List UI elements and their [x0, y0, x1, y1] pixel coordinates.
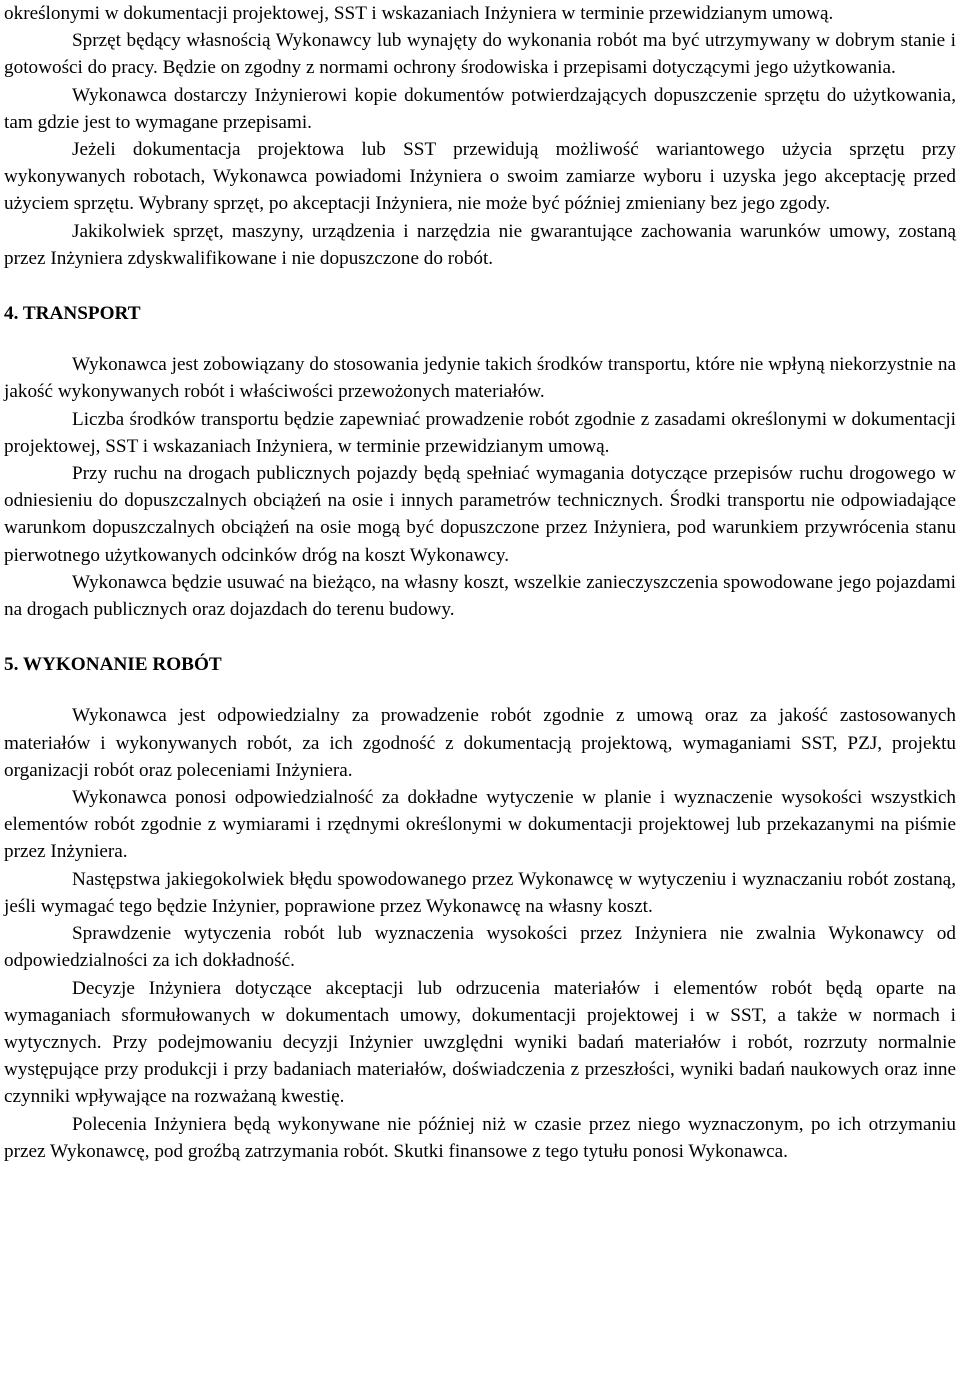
- paragraph: Wykonawca jest odpowiedzialny za prowadzenie robót zgodnie z umową oraz za jakość zastosowanych materiałów i wykonywanych robót, za ich zgodność z dokumentacją projektową, wymaganiami SST, PZJ, projektu organizacji robót oraz poleceniami Inżyniera.: [4, 705, 956, 781]
- equipment-section-continuation: [4, 0, 956, 272]
- paragraph: Wykonawca dostarczy Inżynierowi kopie dokumentów potwierdzających dopuszczenie sprzętu do użytkowania, tam gdzie jest to wymagane przepisami.: [4, 84, 956, 133]
- paragraph: Wykonawca jest zobowiązany do stosowania jedynie takich środków transportu, które nie wpłyną niekorzystnie na jakość wykonywanych robót i właściwości przewożonych materiałów.: [4, 354, 956, 403]
- document-page: [4, 0, 956, 1165]
- paragraph: Wykonawca będzie usuwać na bieżąco, na własny koszt, wszelkie zanieczyszczenia spowodowane jego pojazdami na drogach publicznych oraz dojazdach do terenu budowy.: [4, 571, 956, 621]
- transport-section: [4, 351, 956, 623]
- section-heading-execution: 5. WYKONANIE ROBÓT: [4, 654, 222, 676]
- paragraph: Następstwa jakiegokolwiek błędu spowodowanego przez Wykonawcę w wytyczeniu i wyznaczaniu robót zostaną, jeśli wymagać tego będzie Inżynier, poprawione przez Wykonawcę na własny koszt.: [4, 868, 956, 917]
- paragraph: Jakikolwiek sprzęt, maszyny, urządzenia i narzędzia nie gwarantujące zachowania warunków umowy, zostaną przez Inżyniera zdyskwalifikowane i nie dopuszczone do robót.: [4, 220, 956, 269]
- execution-section: [4, 702, 956, 1164]
- paragraph: Jeżeli dokumentacja projektowa lub SST przewidują możliwość wariantowego użycia sprzętu przy wykonywanych robotach, Wykonawca powiadomi Inżyniera o swoim zamiarze wyboru i uzyska jego akceptację przed użyciem sprzętu. Wybrany sprzęt, po akceptacji Inżyniera, nie może być później zmieniany bez jego zgody.: [4, 139, 956, 215]
- paragraph: Liczba środków transportu będzie zapewniać prowadzenie robót zgodnie z zasadami określonymi w dokumentacji projektowej, SST i wskazaniach Inżyniera, w terminie przewidzianym umową.: [4, 408, 956, 457]
- paragraph: Decyzje Inżyniera dotyczące akceptacji lub odrzucenia materiałów i elementów robót będą oparte na wymaganiach sformułowanych w dokumentach umowy, dokumentacji projektowej i w SST, a także w normach i wytycznych. Przy podejmowaniu decyzji Inżynier uwzględni wyniki badań materiałów i robót, rozrzuty normalnie występujące przy produkcji i przy badaniach materiałów, doświadczenia z przeszłości, wyniki badań naukowych oraz inne czynniki wpływające na rozważaną kwestię.: [4, 977, 956, 1108]
- paragraph: Przy ruchu na drogach publicznych pojazdy będą spełniać wymagania dotyczące przepisów ruchu drogowego w odniesieniu do dopuszczalnych obciążeń na osie i innych parametrów technicznych. Środki transportu nie odpowiadające warunkom dopuszczalnych obciążeń na osie mogą być dopuszczone przez Inżyniera, pod warunkiem przywrócenia stanu pierwotnego użytkowanych odcinków dróg na koszt Wykonawcy.: [4, 463, 956, 566]
- section-heading-transport: 4. TRANSPORT: [4, 303, 141, 325]
- paragraph: Sprzęt będący własnością Wykonawcy lub wynajęty do wykonania robót ma być utrzymywany w dobrym stanie i gotowości do pracy. Będzie on zgodny z normami ochrony środowiska i przepisami dotyczącymi jego użytkowania.: [4, 30, 956, 79]
- paragraph: Wykonawca ponosi odpowiedzialność za dokładne wytyczenie w planie i wyznaczenie wysokości wszystkich elementów robót zgodnie z wymiarami i rzędnymi określonymi w dokumentacji projektowej lub przekazanymi na piśmie przez Inżyniera.: [4, 787, 956, 863]
- paragraph-continuation: określonymi w dokumentacji projektowej, SST i wskazaniach Inżyniera w terminie przewidzianym umową.: [4, 3, 834, 24]
- paragraph: Polecenia Inżyniera będą wykonywane nie później niż w czasie przez niego wyznaczonym, po ich otrzymaniu przez Wykonawcę, pod groźbą zatrzymania robót. Skutki finansowe z tego tytułu ponosi Wykonawca.: [4, 1113, 956, 1162]
- paragraph: Sprawdzenie wytyczenia robót lub wyznaczenia wysokości przez Inżyniera nie zwalnia Wykonawcy od odpowiedzialności za ich dokładność.: [4, 923, 956, 972]
